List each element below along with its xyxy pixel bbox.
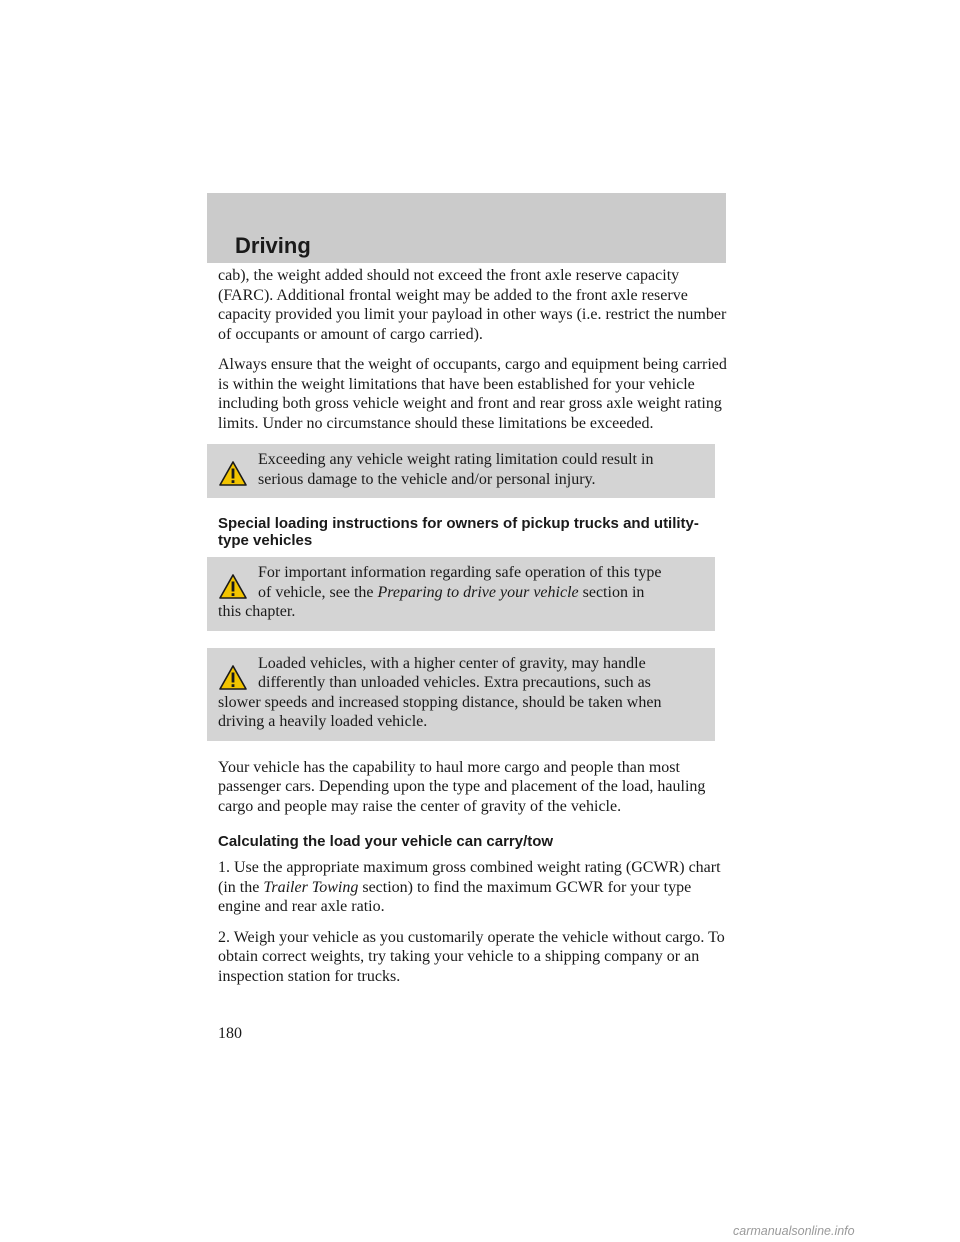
step-1 (218, 858, 728, 917)
warning-box-safe-operation (207, 557, 715, 631)
warning-text: serious damage to the vehicle and/or personal injury. (258, 470, 596, 488)
warning-box-weight-rating (207, 444, 715, 498)
warning-text-part: section in (578, 583, 645, 601)
paragraph-front-axle: cab), the weight added should not exceed the front axle reserve capacity (FARC). Additional frontal weight may be added to the front axle reserve capacity provided you limit your payload in other ways (i.e. restrict the number of occupants or amount of cargo carried). (218, 267, 727, 343)
paragraph-weight-limits: Always ensure that the weight of occupants, cargo and equipment being carried is within the weight limitations that have been established for your vehicle including both gross vehicle weight and front and rear gross axle weight rating limits. Under no circumstance should these limitations be exceeded. (218, 356, 727, 432)
section-title: Driving (235, 233, 311, 258)
cross-reference-link: Trailer Towing (263, 878, 359, 896)
cross-reference-link: Preparing to drive your vehicle (377, 583, 579, 601)
page-number: 180 (218, 1025, 242, 1042)
warning-text: Loaded vehicles, with a higher center of gravity, may handle (258, 654, 646, 672)
warning-text: For important information regarding safe operation of this type (258, 564, 662, 581)
heading-calculating-load: Calculating the load your vehicle can carry/tow (218, 833, 554, 850)
warning-triangle-icon (218, 664, 248, 691)
heading-special-loading: Special loading instructions for owners of pickup trucks and utility-type vehicles (218, 515, 699, 549)
paragraph-haul-capability: Your vehicle has the capability to haul more cargo and people than most passenger cars. Depending upon the type and placement of the load, hauling cargo and people may raise the center of gravity of the vehicle. (218, 758, 706, 815)
watermark: carmanualsonline.info (733, 1224, 855, 1238)
warning-triangle-icon (218, 573, 248, 600)
step-1-text: 1. Use the appropriate maximum gross combined weight rating (GCWR) chart (in the (218, 859, 721, 896)
warning-text: differently than unloaded vehicles. Extra precautions, such as (258, 674, 651, 691)
warning-text: slower speeds and increased stopping distance, should be taken when driving a heavily loaded vehicle. (218, 693, 662, 730)
warning-triangle-icon (218, 460, 248, 487)
warning-text: Exceeding any vehicle weight rating limitation could result in (258, 451, 654, 468)
page-content (218, 266, 728, 997)
warning-text (218, 583, 703, 603)
warning-box-center-of-gravity (207, 648, 715, 741)
step-2: 2. Weigh your vehicle as you customarily operate the vehicle without cargo. To obtain correct weights, try taking your vehicle to a shipping company or an inspection station for trucks. (218, 928, 725, 985)
warning-text-part: of vehicle, see the (258, 583, 378, 601)
step-1-text: section) to find the maximum GCWR for your type engine and rear axle ratio. (218, 878, 692, 915)
warning-text: this chapter. (218, 603, 296, 620)
